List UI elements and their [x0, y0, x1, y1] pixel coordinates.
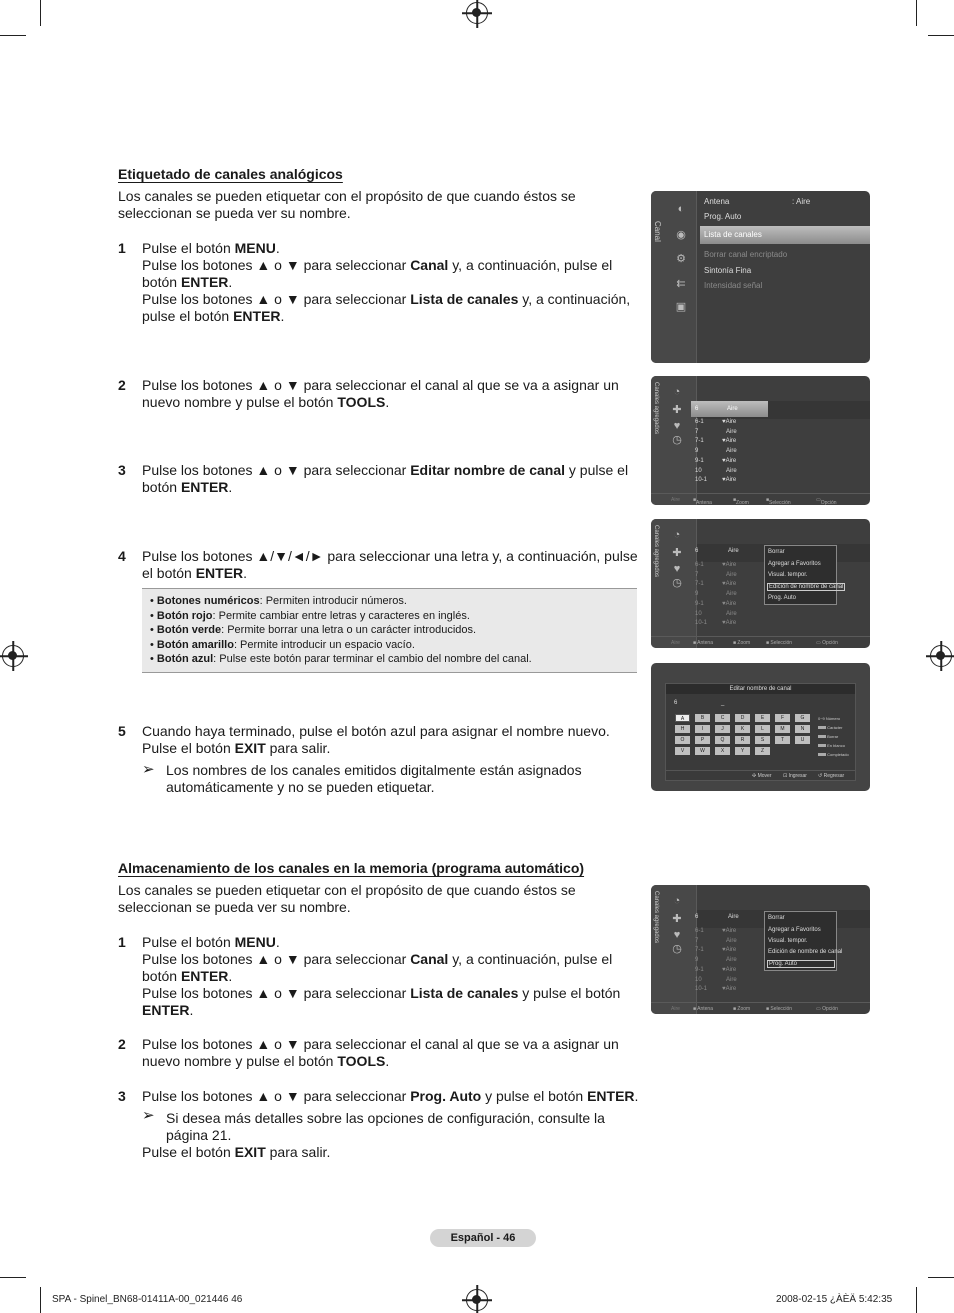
channel-list[interactable] — [695, 927, 775, 995]
list-item[interactable]: 7 Aire — [695, 937, 737, 944]
list-item[interactable]: 6-1 ♥Aire — [695, 562, 737, 568]
intro-line: Los canales se pueden etiquetar con el propósito de que cuando éstos se — [118, 188, 576, 204]
popup-item-prog-auto[interactable]: Prog. Auto — [768, 595, 797, 601]
key-e[interactable]: E — [755, 714, 770, 722]
programmed-icon[interactable]: ◷ — [672, 943, 682, 955]
menu-vertical-label: Canal — [653, 221, 662, 242]
step-number: 3 — [118, 462, 126, 478]
key-j[interactable]: J — [715, 725, 730, 733]
crop-mark — [40, 1287, 41, 1313]
menu-item-prog-auto[interactable]: Prog. Auto — [704, 212, 742, 221]
popup-item-edicion-nombre[interactable]: Edición de nombre de canal — [768, 949, 843, 955]
input-icon[interactable]: ⇇ — [676, 278, 686, 290]
key-z[interactable]: Z — [755, 747, 770, 755]
favorites-icon[interactable]: ♥ — [673, 563, 681, 575]
info-item: • Botones numéricos: Permiten introducir números. — [150, 595, 407, 607]
favorites-icon[interactable]: ♥ — [673, 929, 681, 941]
intro-line: Los canales se pueden etiquetar con el propósito de que cuando éstos se — [118, 882, 576, 898]
added-channels-icon[interactable]: ✚ — [672, 547, 682, 559]
step-text: Pulse los botones ▲/▼/◄/► para seleccionar una letra y, a continuación, pulse el botón ENTER. — [142, 548, 638, 581]
info-item: • Botón rojo: Permite cambiar entre letras y caracteres en inglés. — [150, 609, 470, 622]
section-title: Almacenamiento de los canales en la memoria (programa automático) — [118, 860, 585, 876]
menu-vertical-label: Canales agregados — [653, 382, 659, 435]
all-channels-icon[interactable]: ◔ — [673, 895, 681, 907]
key-n[interactable]: N — [795, 725, 810, 733]
menu-item-borrar-canal-encriptado: Borrar canal encriptado — [704, 250, 788, 259]
editor-legend: 0~9 Número Carácter Borrar En blanco Completado — [818, 716, 849, 757]
key-v[interactable]: V — [675, 747, 690, 755]
popup-item-visual-tempor[interactable]: Visual. tempor. — [768, 572, 808, 578]
all-channels-icon[interactable]: ◔ — [673, 386, 681, 398]
note-text: Si desea más detalles sobre las opciones de configuración, consulte la página 21. — [166, 1110, 605, 1143]
step-text: Pulse el botón MENU. Pulse los botones ▲ o ▼ para seleccionar Canal y, a continuación, pulse el botón ENTER. Pulse los botones ▲ o ▼ para seleccionar Lista de canales y, a continuación, pulse el botón ENTER. — [142, 240, 631, 324]
page-number-badge: Español - 46 — [430, 1229, 536, 1247]
crop-mark — [916, 1287, 917, 1313]
picture-icon[interactable]: ◐ — [677, 203, 685, 215]
sound-icon[interactable]: ◉ — [676, 229, 686, 241]
intro-line: seleccionan se pueda ver su nombre. — [118, 205, 351, 221]
list-item[interactable]: 10 Aire — [695, 610, 737, 617]
registration-mark-icon — [466, 2, 488, 24]
selected-channel-number: 6 — [695, 548, 699, 554]
file-info: SPA - Spinel_BN68-01411A-00_021446 46 — [52, 1294, 243, 1305]
step-number: 1 — [118, 240, 126, 256]
programmed-icon[interactable]: ◷ — [672, 434, 682, 446]
key-h[interactable]: H — [675, 725, 690, 733]
key-q[interactable]: Q — [715, 736, 730, 744]
key-f[interactable]: F — [775, 714, 790, 722]
menu-item-antena[interactable]: Antena — [704, 197, 730, 206]
editor-channel-number: 6 — [674, 700, 678, 706]
list-item[interactable]: 9 Aire — [695, 957, 737, 964]
channel-list[interactable] — [695, 418, 775, 486]
key-l[interactable]: L — [755, 725, 770, 733]
info-item: • Botón azul: Pulse este botón parar terminar el cambio del nombre del canal. — [150, 653, 532, 665]
key-x[interactable]: X — [715, 747, 730, 755]
key-w[interactable]: W — [695, 747, 710, 755]
application-icon[interactable]: ▣ — [675, 301, 687, 313]
menu-item-antena-value: : Aire — [792, 197, 811, 206]
key-a[interactable]: A — [675, 714, 690, 722]
step-number: 2 — [118, 1036, 126, 1052]
crop-mark — [0, 1277, 26, 1278]
list-item[interactable]: 7-1 ♥Aire — [695, 947, 737, 954]
crop-mark — [928, 35, 954, 36]
key-y[interactable]: Y — [735, 747, 750, 755]
menu-item-sintonia-fina[interactable]: Sintonía Fina — [704, 266, 752, 275]
editor-title-bar: Editar nombre de canal — [666, 684, 855, 694]
favorites-icon[interactable]: ♥ — [673, 420, 681, 432]
added-channels-icon[interactable]: ✚ — [672, 404, 682, 416]
popup-item-agregar-favoritos[interactable]: Agregar a Favoritos — [768, 561, 821, 567]
info-item: • Botón verde: Permite borrar una letra o un carácter introducidos. — [150, 624, 477, 636]
key-o[interactable]: O — [675, 736, 690, 744]
popup-item-borrar[interactable]: Borrar — [768, 915, 785, 921]
list-item[interactable]: 7-1 ♥Aire — [695, 581, 737, 588]
step-text: Pulse el botón MENU. Pulse los botones ▲ o ▼ para seleccionar Canal y, a continuación, pulse el botón ENTER. Pulse los botones ▲ o ▼ para seleccionar Lista de canales y pulse el botón ENTER. — [142, 934, 621, 1018]
tv-screen-channel-list — [651, 376, 870, 505]
intro-line: seleccionan se pueda ver su nombre. — [118, 899, 351, 915]
list-item[interactable]: 6-1 ♥Aire — [695, 419, 737, 425]
list-item[interactable]: 10 Aire — [695, 976, 737, 983]
list-item[interactable]: 9 Aire — [695, 448, 737, 455]
tools-popup — [764, 911, 843, 971]
list-item[interactable]: 9-1 ♥Aire — [695, 966, 737, 973]
key-d[interactable]: D — [735, 714, 750, 722]
setup-gear-icon[interactable]: ⚙ — [676, 253, 686, 265]
note-text: Los nombres de los canales emitidos digitalmente están asignados automáticamente y no se pueden etiquetar. — [166, 762, 582, 795]
key-u[interactable]: U — [795, 736, 810, 744]
step-text: Pulse los botones ▲ o ▼ para seleccionar Editar nombre de canal y pulse el botón ENTER. — [142, 462, 629, 495]
list-item[interactable]: 7-1 ♥Aire — [695, 438, 737, 445]
key-i[interactable]: I — [695, 725, 710, 733]
note-arrow-icon: ➢ — [142, 1107, 155, 1124]
button-info-box — [142, 588, 637, 673]
crop-mark — [0, 35, 26, 36]
note-arrow-icon: ➢ — [142, 761, 155, 778]
crop-mark — [916, 0, 917, 26]
popup-item-edicion-nombre[interactable]: Edición de nombre de canal — [769, 584, 844, 590]
selected-channel-row[interactable]: 6 Aire — [691, 401, 768, 417]
crop-mark — [40, 0, 41, 26]
key-m[interactable]: M — [775, 725, 790, 733]
step-text: Cuando haya terminado, pulse el botón azul para asignar el nombre nuevo. Pulse el botón EXIT para salir. — [142, 723, 610, 756]
popup-item-visual-tempor[interactable]: Visual. tempor. — [768, 938, 808, 944]
registration-mark-icon — [2, 645, 24, 667]
info-item: • Botón amarillo: Permite introducir un espacio vacío. — [150, 638, 415, 651]
step-text: Pulse los botones ▲ o ▼ para seleccionar Prog. Auto y pulse el botón ENTER. — [142, 1088, 639, 1104]
editor-cursor[interactable]: _ — [721, 700, 725, 706]
key-t[interactable]: T — [775, 736, 790, 744]
list-item[interactable]: 9 Aire — [695, 591, 737, 598]
step-number: 1 — [118, 934, 126, 950]
selected-channel-source: Aire — [728, 914, 739, 920]
key-b[interactable]: B — [695, 714, 710, 722]
list-item[interactable]: 10-1 ♥Aire — [695, 477, 737, 484]
crop-mark — [928, 1277, 954, 1278]
help-bar: Aire ■ Antena ■ Zoom ■ Selección ▭ Opción — [651, 493, 870, 505]
step-number: 2 — [118, 377, 126, 393]
registration-mark-icon — [466, 1289, 488, 1311]
list-item[interactable]: 10 Aire — [695, 467, 737, 474]
step-number: 3 — [118, 1088, 126, 1104]
step-text: Pulse los botones ▲ o ▼ para seleccionar el canal al que se va a asignar un nuevo nombre y pulse el botón TOOLS. — [142, 1036, 619, 1069]
popup-item-agregar-favoritos[interactable]: Agregar a Favoritos — [768, 927, 821, 933]
all-channels-icon[interactable]: ◔ — [673, 529, 681, 541]
added-channels-icon[interactable]: ✚ — [672, 913, 682, 925]
tv-screen-tools-prog-auto — [651, 885, 870, 1014]
step-number: 4 — [118, 548, 126, 564]
popup-item-prog-auto[interactable]: Prog. Auto — [767, 960, 835, 968]
key-g[interactable]: G — [795, 714, 810, 722]
print-date: 2008-02-15 ¿ÀÈÄ 5:42:35 — [776, 1294, 893, 1305]
popup-item-borrar[interactable]: Borrar — [768, 549, 785, 555]
key-c[interactable]: C — [715, 714, 730, 722]
step-text: Pulse el botón EXIT para salir. — [142, 1144, 331, 1160]
list-item[interactable]: 6-1 ♥Aire — [695, 928, 737, 934]
menu-item-intensidad-senal: Intensidad señal — [704, 281, 763, 290]
list-item[interactable]: 10-1 ♥Aire — [695, 986, 737, 993]
section-title: Etiquetado de canales analógicos — [118, 166, 343, 182]
menu-sidebar — [651, 191, 697, 363]
step-number: 5 — [118, 723, 126, 739]
key-p[interactable]: P — [695, 736, 710, 744]
selected-channel-source: Aire — [728, 548, 739, 554]
step-text: Pulse los botones ▲ o ▼ para seleccionar el canal al que se va a asignar un nuevo nombre y pulse el botón TOOLS. — [142, 377, 619, 410]
key-s[interactable]: S — [755, 736, 770, 744]
selected-channel-number: 6 — [695, 914, 699, 920]
help-bar: Aire ■ Antena ■ Zoom ■ Selección ▭ Opción — [651, 636, 870, 648]
help-bar: Aire ■ Antena ■ Zoom ■ Selección ▭ Opción — [651, 1002, 870, 1014]
tv-screen-tools-edit — [651, 519, 870, 648]
channel-list[interactable] — [695, 561, 775, 629]
key-k[interactable]: K — [735, 725, 750, 733]
list-item[interactable]: 10-1 ♥Aire — [695, 620, 737, 627]
list-item[interactable]: 7 Aire — [695, 571, 737, 578]
tv-screen-canal-menu — [651, 191, 870, 363]
registration-mark-icon — [930, 645, 952, 667]
tv-screen-edit-name — [651, 663, 870, 791]
list-item[interactable]: 9-1 ♥Aire — [695, 600, 737, 607]
key-r[interactable]: R — [735, 736, 750, 744]
programmed-icon[interactable]: ◷ — [672, 577, 682, 589]
editor-help-bar: ✣ Mover ⊡ Ingresar ↺ Regresar — [666, 770, 855, 780]
menu-vertical-label: Canales agregados — [653, 891, 659, 944]
list-item[interactable]: 9-1 ♥Aire — [695, 457, 737, 464]
tools-popup — [764, 545, 844, 605]
menu-vertical-label: Canales agregados — [653, 525, 659, 578]
menu-item-lista-de-canales[interactable]: Lista de canales — [700, 226, 870, 244]
list-item[interactable]: 7 Aire — [695, 428, 737, 435]
